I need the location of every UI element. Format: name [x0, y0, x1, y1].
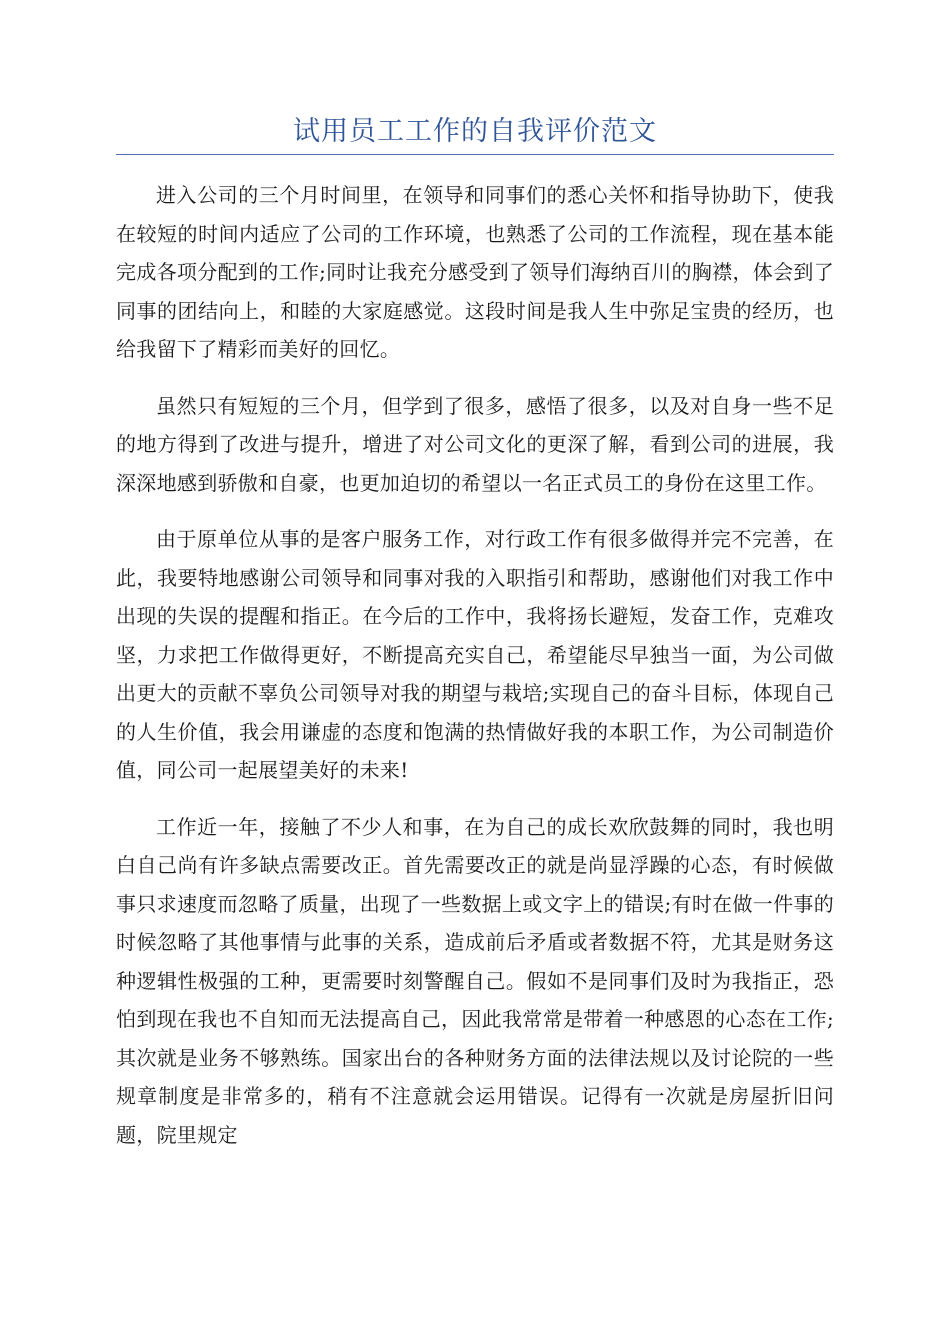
paragraph-4: 工作近一年，接触了不少人和事，在为自己的成长欢欣鼓舞的同时，我也明白自己尚有许多缺点需要改正。首先需要改正的就是尚显浮躁的心态，有时候做事只求速度而忽略了质量，出现了一些数据上或文字上的错误;有时在做一件事的时候忽略了其他事情与此事的关系，造成前后矛盾或者数据不符，尤其是财务这种逻辑性极强的工种，更需要时刻警醒自己。假如不是同事们及时为我指正，恐怕到现在我也不自知而无法提高自己，因此我常常是带着一种感恩的心态在工作;其次就是业务不够熟练。国家出台的各种财务方面的法律法规以及讨论院的一些规章制度是非常多的，稍有不注意就会运用错误。记得有一次就是房屋折旧问题，院里规定 [116, 814, 834, 1147]
paragraph-1: 进入公司的三个月时间里，在领导和同事们的悉心关怀和指导协助下，使我在较短的时间内适应了公司的工作环境，也熟悉了公司的工作流程，现在基本能完成各项分配到的工作;同时让我充分感受到了领导们海纳百川的胸襟，体会到了同事的团结向上，和睦的大家庭感觉。这段时间是我人生中弥足宝贵的经历，也给我留下了精彩而美好的回忆。 [116, 183, 834, 361]
document-body [116, 176, 834, 1172]
document-title: 试用员工工作的自我评价范文 [293, 116, 657, 147]
paragraph-2: 虽然只有短短的三个月，但学到了很多，感悟了很多，以及对自身一些不足的地方得到了改进与提升，增进了对公司文化的更深了解，看到公司的进展，我深深地感到骄傲和自豪，也更加迫切的希望以一名正式员工的身份在这里工作。 [116, 393, 834, 495]
paragraph-3: 由于原单位从事的是客户服务工作，对行政工作有很多做得并完不完善，在此，我要特地感谢公司领导和同事对我的入职指引和帮助，感谢他们对我工作中出现的失误的提醒和指正。在今后的工作中，我将扬长避短，发奋工作，克难攻坚，力求把工作做得更好，不断提高充实自己，希望能尽早独当一面，为公司做出更大的贡献不辜负公司领导对我的期望与栽培;实现自己的奋斗目标，体现自己的人生价值，我会用谦虚的态度和饱满的热情做好我的本职工作，为公司制造价值，同公司一起展望美好的未来! [116, 527, 834, 782]
title-underline [116, 154, 834, 155]
